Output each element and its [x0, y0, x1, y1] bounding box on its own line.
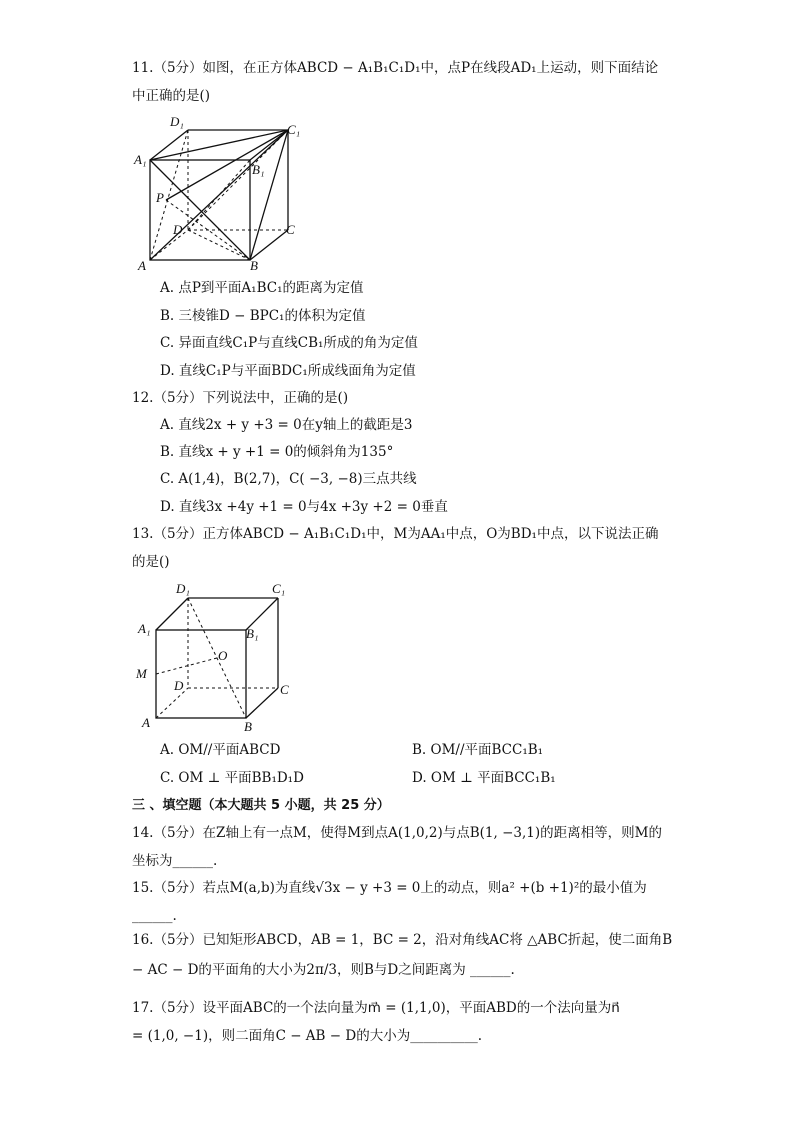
q11-label-P: P: [156, 190, 164, 205]
q11-option-b: B. 三棱锥D − BPC₁的体积为定值: [160, 308, 366, 324]
q13-option-c: C. OM ⊥ 平面BB₁D₁D: [160, 770, 304, 786]
q11-label-C1: C₁: [287, 122, 301, 137]
q11-option-a: A. 点P到平面A₁BC₁的距离为定值: [160, 280, 364, 296]
q17-stem-line1: 17.（5分）设平面ABC的一个法向量为m⃗ = (1,1,0)，平面ABD的一个法向量为n⃗: [132, 1000, 620, 1016]
q13-option-a: A. OM//平面ABCD: [160, 742, 281, 758]
q11-cube-figure: [130, 112, 310, 274]
q12-option-d: D. 直线3x +4y +1 = 0与4x +3y +2 = 0垂直: [160, 499, 448, 515]
q13-option-d: D. OM ⊥ 平面BCC₁B₁: [412, 770, 556, 786]
q13-label-B: B: [244, 719, 252, 734]
q15-stem-line2: ______.: [132, 908, 177, 924]
q16-stem-line1: 16.（5分）已知矩形ABCD，AB = 1，BC = 2，沿对角线AC将 △ABC折起，使二面角B: [132, 932, 673, 948]
q11-stem-line1: 11.（5分）如图，在正方体ABCD − A₁B₁C₁D₁中，点P在线段AD₁上运动，则下面结论: [132, 60, 659, 76]
q13-cube-figure: [132, 578, 302, 734]
q11-option-c: C. 异面直线C₁P与直线CB₁所成的角为定值: [160, 335, 418, 351]
q16-stem-line2: − AC − D的平面角的大小为2π/3，则B与D之间距离为 ______.: [132, 962, 515, 978]
q12-option-b: B. 直线x + y +1 = 0的倾斜角为135°: [160, 444, 394, 460]
q12-stem: 12.（5分）下列说法中，正确的是(): [132, 390, 349, 406]
section-fill-in-header: 三 、填空题（本大题共 5 小题，共 25 分）: [132, 798, 390, 813]
q11-label-D1: D₁: [170, 114, 184, 129]
q13-label-A1: A₁: [138, 621, 151, 636]
q13-option-b: B. OM//平面BCC₁B₁: [412, 742, 544, 758]
q13-stem-line2: 的是(): [132, 554, 170, 570]
q13-label-O: O: [218, 648, 228, 663]
q13-label-D: D: [174, 678, 184, 693]
q11-label-A: A: [138, 258, 146, 273]
q13-label-B1: B₁: [246, 626, 259, 641]
q13-label-A: A: [142, 715, 150, 730]
q17-stem-line2: = (1,0, −1)，则二面角C − AB − D的大小为__________.: [132, 1028, 482, 1044]
q11-label-C: C: [286, 222, 295, 237]
q12-option-a: A. 直线2x + y +3 = 0在y轴上的截距是3: [160, 417, 413, 433]
q11-option-d: D. 直线C₁P与平面BDC₁所成线面角为定值: [160, 363, 416, 379]
q11-label-B: B: [250, 258, 258, 273]
q13-label-M: M: [136, 666, 147, 681]
q11-stem-line2: 中正确的是(): [132, 88, 211, 104]
q13-label-C: C: [280, 682, 289, 697]
q11-label-D: D: [173, 222, 183, 237]
q13-label-D1: D₁: [176, 581, 190, 596]
q14-stem-line1: 14.（5分）在Z轴上有一点M，使得M到点A(1,0,2)与点B(1, −3,1)的距离相等，则M的: [132, 825, 662, 841]
q14-stem-line2: 坐标为______.: [132, 853, 218, 869]
q13-stem-line1: 13.（5分）正方体ABCD − A₁B₁C₁D₁中，M为AA₁中点，O为BD₁中点，以下说法正确: [132, 526, 659, 542]
q11-label-A1: A₁: [134, 152, 147, 167]
q15-stem-line1: 15.（5分）若点M(a,b)为直线√3x − y +3 = 0上的动点，则a² +(b +1)²的最小值为: [132, 880, 647, 896]
q13-label-C1: C₁: [272, 581, 286, 596]
q11-label-B1: B₁: [252, 162, 265, 177]
q12-option-c: C. A(1,4)，B(2,7)，C( −3, −8)三点共线: [160, 471, 417, 487]
